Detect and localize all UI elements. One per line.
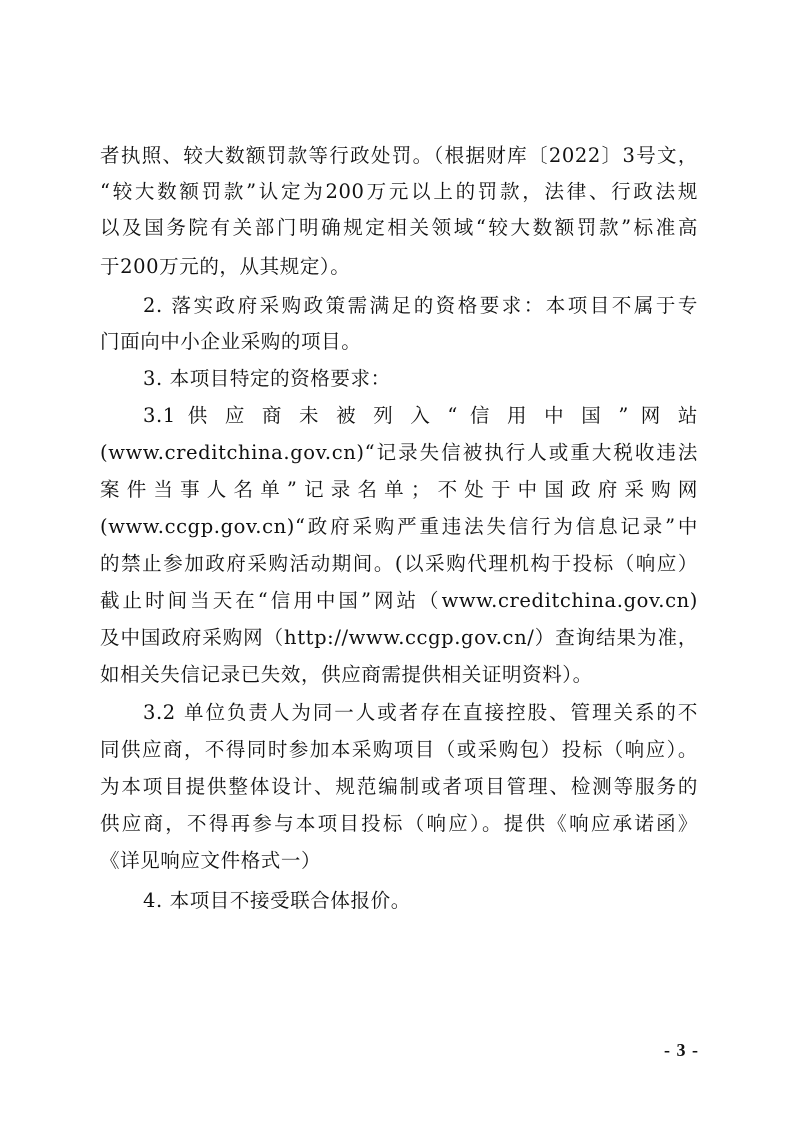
body-line-19: 供应商，不得再参与本项目投标（响应）。提供《响应承诺函》 bbox=[100, 812, 698, 835]
body-line-17: 同供应商，不得同时参加本采购项目（或采购包）投标（响应）。 bbox=[100, 738, 698, 761]
body-line-16: 3.2 单位负责人为同一人或者存在直接控股、管理关系的不 bbox=[143, 701, 698, 724]
body-line-11: (www.ccgp.gov.cn)“政府采购严重违法失信行为信息记录”中 bbox=[100, 515, 698, 538]
body-line-5: 2. 落实政府采购政策需满足的资格要求：本项目不属于专 bbox=[143, 294, 698, 317]
body-line-3: 以及国务院有关部门明确规定相关领域“较大数额罚款”标准高 bbox=[100, 216, 698, 239]
body-line-10: 案件当事人名单”记录名单；不处于中国政府采购网 bbox=[100, 478, 698, 501]
body-line-4: 于200万元的，从其规定）。 bbox=[100, 255, 351, 278]
body-line-1: 者执照、较大数额罚款等行政处罚。（根据财库〔2022〕3号文， bbox=[100, 144, 698, 167]
body-line-13: 截止时间当天在“信用中国”网站（www.creditchina.gov.cn) bbox=[100, 589, 698, 612]
body-line-15: 如相关失信记录已失效，供应商需提供相关证明资料）。 bbox=[100, 663, 593, 686]
page-number: - 3 - bbox=[664, 1040, 699, 1060]
body-line-6: 门面向中小企业采购的项目。 bbox=[100, 330, 362, 353]
body-line-18: 为本项目提供整体设计、规范编制或者项目管理、检测等服务的 bbox=[100, 775, 698, 798]
body-line-14: 及中国政府采购网（http://www.ccgp.gov.cn/）查询结果为准， bbox=[100, 626, 698, 649]
body-line-21: 4. 本项目不接受联合体报价。 bbox=[143, 889, 411, 912]
body-line-8: 3.1 供 应 商 未 被 列 入 “ 信 用 中 国 ” 网 站 bbox=[143, 404, 698, 427]
body-line-2: “较大数额罚款”认定为200万元以上的罚款，法律、行政法规 bbox=[100, 180, 698, 203]
body-line-9: (www.creditchina.gov.cn)“记录失信被执行人或重大税收违法 bbox=[100, 441, 698, 464]
body-line-20: 《详见响应文件格式一） bbox=[100, 849, 322, 872]
body-line-12: 的禁止参加政府采购活动期间。(以采购代理机构于投标（响应） bbox=[100, 552, 698, 575]
body-line-7: 3. 本项目特定的资格要求： bbox=[143, 367, 391, 390]
